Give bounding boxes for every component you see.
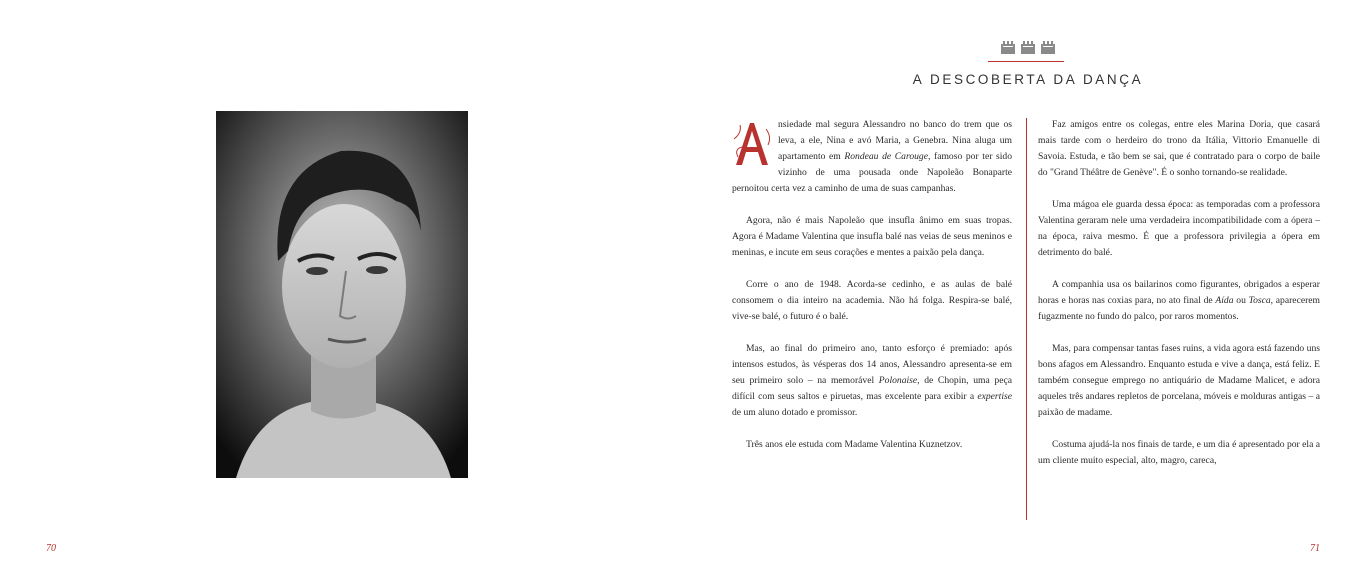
- tower-icon: [1000, 40, 1016, 54]
- paragraph: Costuma ajudá-la nos finais de tarde, e um dia é apresentado por ela a um cliente muito especial, alto, magro, careca,: [1038, 439, 1320, 466]
- text-column-left: [732, 117, 1012, 469]
- paragraph: Agora, não é mais Napoleão que insufla ânimo em suas tropas. Agora é Madame Valentina que insufla balé nas veias de seus meninos e meninas, e incute em seus corações e mentes a paixão pela dança.: [732, 215, 1012, 258]
- paragraph: Faz amigos entre os colegas, entre eles Marina Doria, que casará mais tarde com o herdeiro do trono da Itália, Vittorio Emanuelle di Savoia. Estuda, e tão bem se sai, que é contratado para o corpo de baile do "Grand Théâtre de Genève". É o sonho tornando-se realidade.: [1038, 119, 1320, 178]
- chapter-title: A DESCOBERTA DA DANÇA: [912, 72, 1144, 87]
- paragraph: A companhia usa os bailarinos como figurantes, obrigados a esperar horas e horas nas coxias para, no ato final de Aída ou Tosca, aparecerem fugazmente no fundo do palco, por raros momentos.: [1038, 279, 1320, 322]
- text-column-right: [1038, 117, 1320, 485]
- paragraph: Mas, para compensar tantas fases ruins, a vida agora está fazendo uns bons afagos em Alessandro. Enquanto estuda e vive a dança, está feliz. E também consegue emprego no antiquário de Madame Malicet, e adora aqueles três andares repletos de porcelana, móveis e molduras antigas – a paixão de madame.: [1038, 343, 1320, 418]
- page-number-right: 71: [1310, 543, 1320, 554]
- paragraph: Uma mágoa ele guarda dessa época: as temporadas com a professora Valentina geraram nele uma verdadeira incompatibilidade com a ópera – na época, raiva mesmo. É que a professora privilegia a ópera em detrimento do balé.: [1038, 199, 1320, 258]
- chapter-ornament: [1000, 40, 1056, 56]
- ornament-rule: [988, 61, 1064, 62]
- paragraph: nsiedade mal segura Alessandro no banco do trem que os leva, a ele, Nina e avó Maria, a Genebra. Nina aluga um apartamento em Rondeau de Carouge, famoso por ter sido vizinho de uma pousada onde Napoleão Bonaparte pernoitou certa vez a caminho de uma de suas campanhas.: [732, 119, 1013, 194]
- tower-icon: [1040, 40, 1056, 54]
- portrait-photo: [216, 111, 468, 478]
- dropcap-letter: [732, 119, 772, 167]
- paragraph: Três anos ele estuda com Madame Valentina Kuznetzov.: [746, 439, 963, 450]
- paragraph: Corre o ano de 1948. Acorda-se cedinho, e as aulas de balé consomem o dia inteiro na academia. Não há folga. Respira-se balé, vive-se balé, o futuro é o balé.: [732, 279, 1012, 322]
- tower-icon: [1020, 40, 1036, 54]
- column-divider: [1026, 118, 1027, 520]
- page-number-left: 70: [46, 543, 56, 554]
- paragraph: Mas, ao final do primeiro ano, tanto esforço é premiado: após intensos estudos, às vésperas dos 14 anos, Alessandro apresenta-se em seu primeiro solo – na memorável Polonaise, de Chopin, uma peça difícil com seus saltos e piruetas, mas excelente para exibir a expertise de um aluno dotado e promissor.: [732, 343, 1012, 418]
